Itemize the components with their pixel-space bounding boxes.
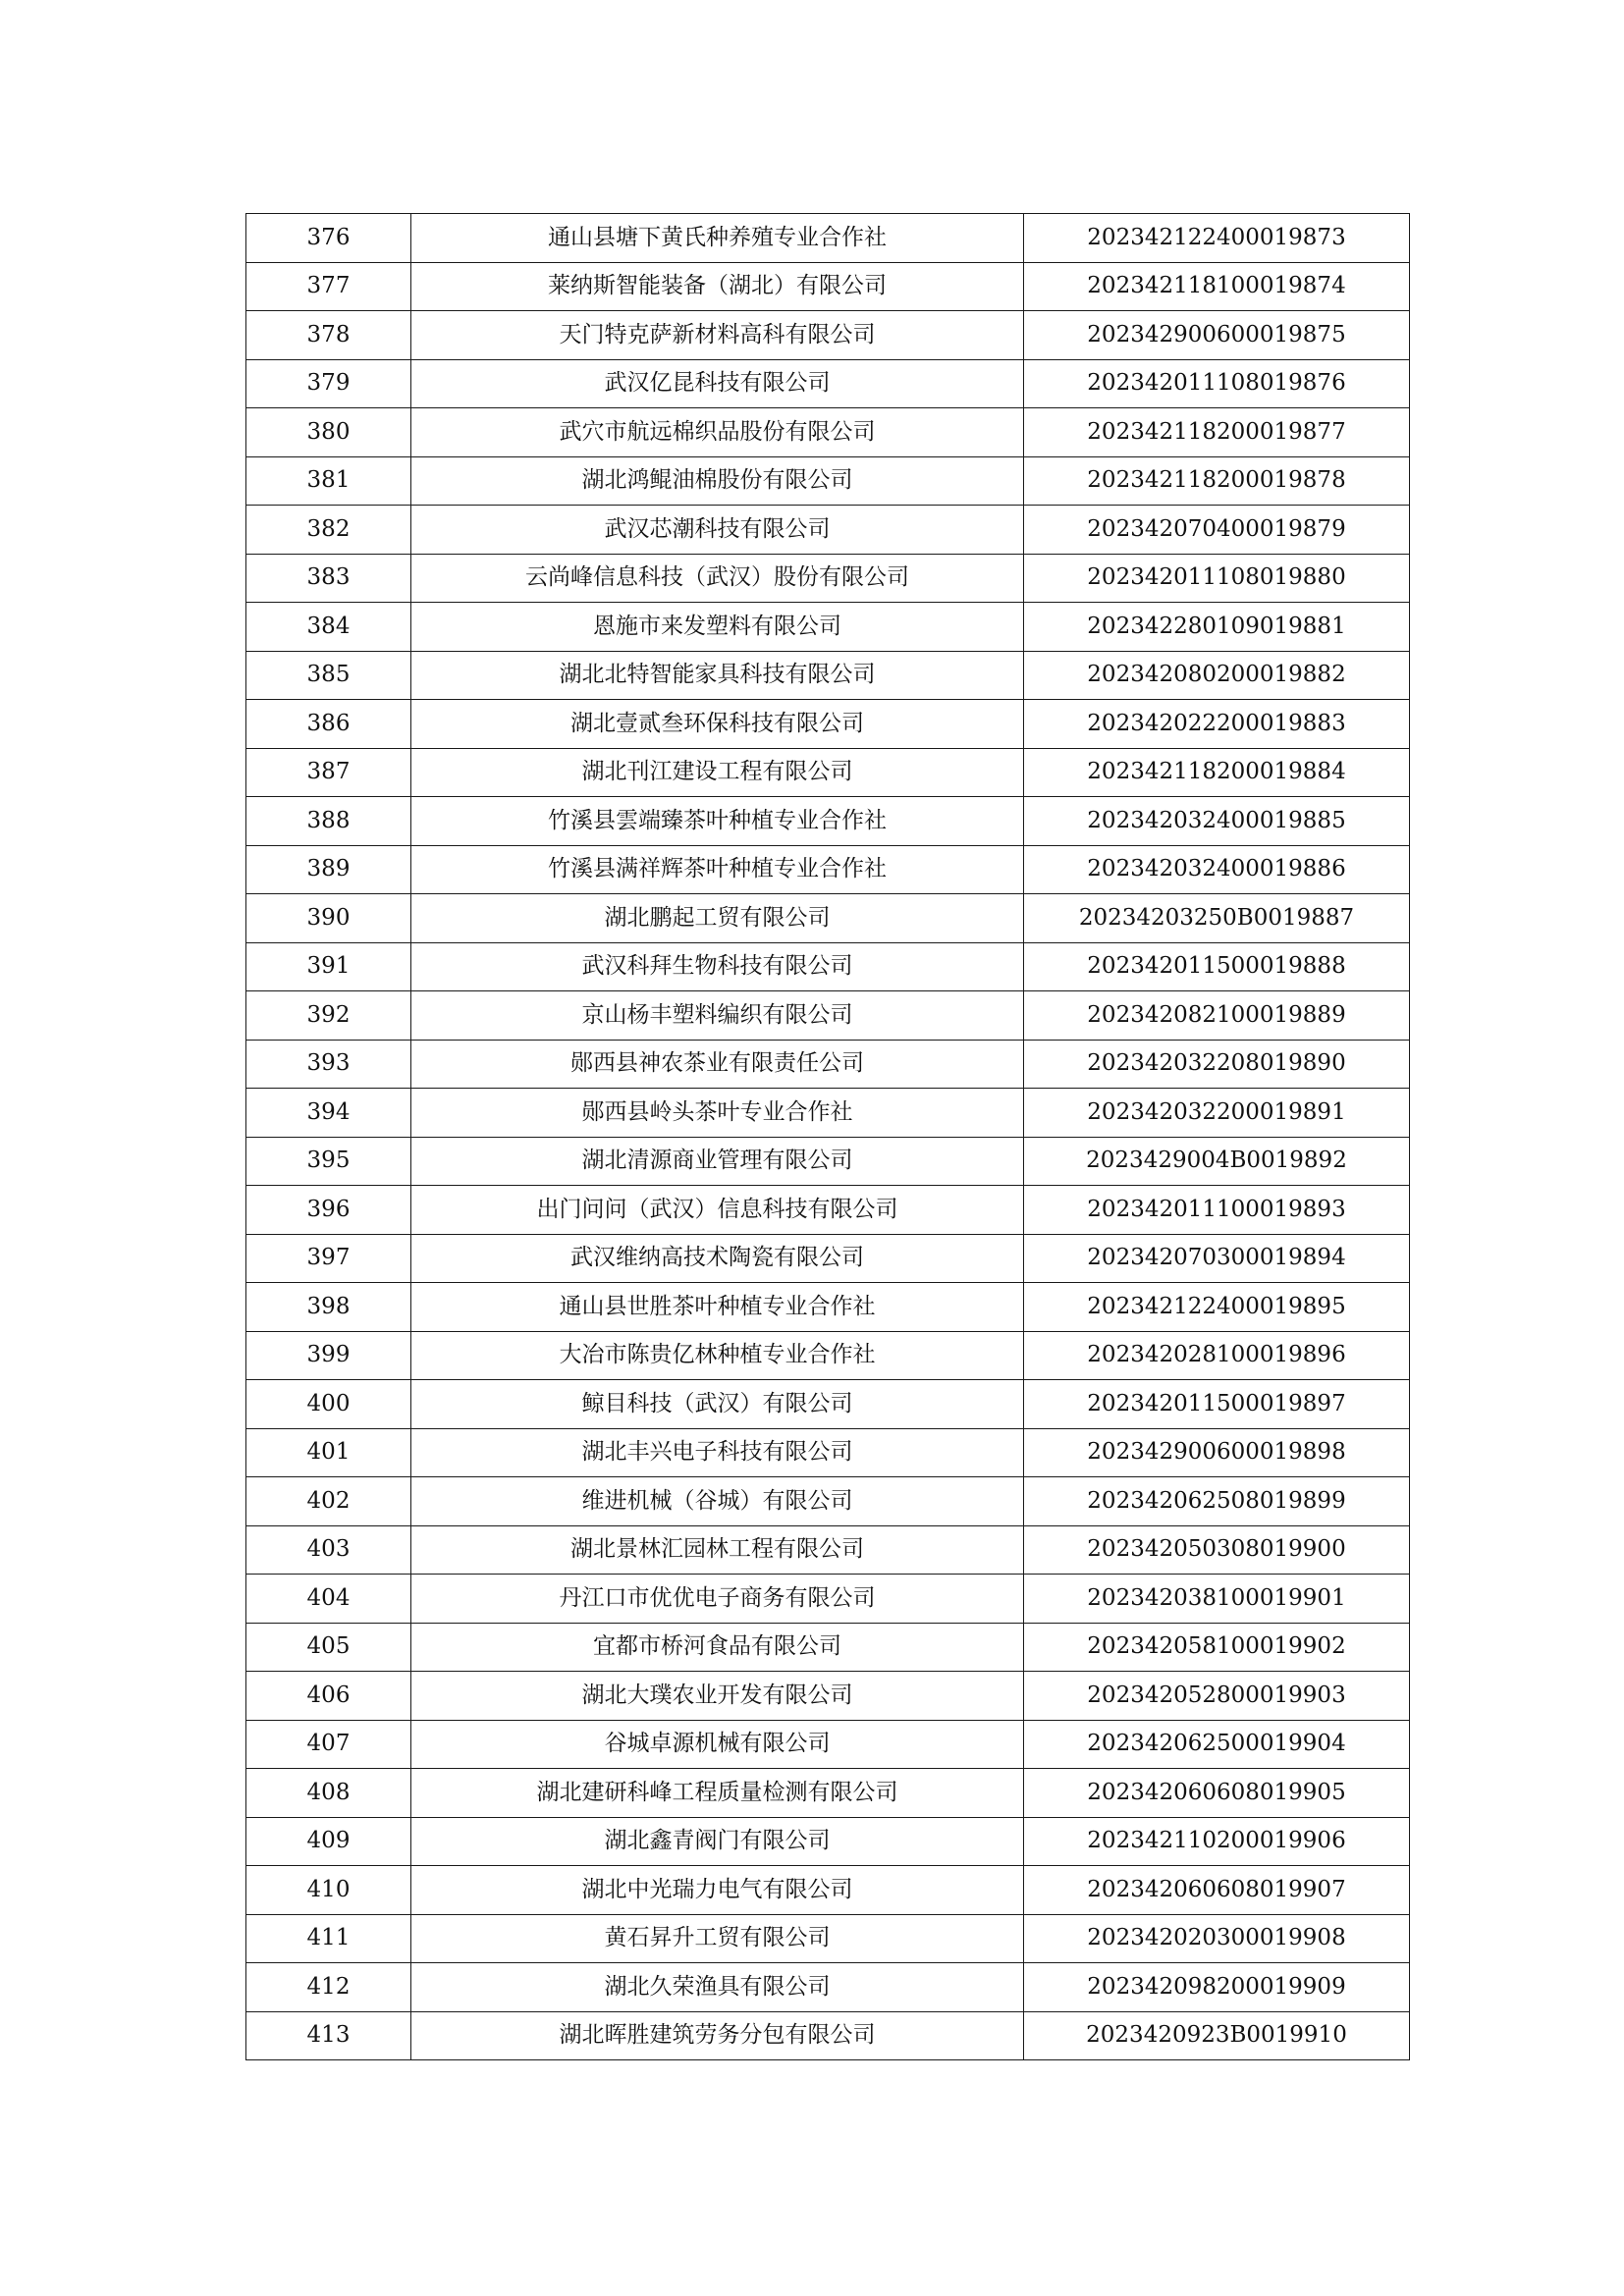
table-row bbox=[246, 506, 1410, 555]
registration-code-cell: 202342070300019894 bbox=[1024, 1234, 1410, 1283]
table-row bbox=[246, 651, 1410, 700]
table-row bbox=[246, 942, 1410, 991]
row-number-cell: 392 bbox=[246, 991, 411, 1041]
company-name-cell: 湖北丰兴电子科技有限公司 bbox=[411, 1428, 1024, 1477]
table-row bbox=[246, 1234, 1410, 1283]
row-number-cell: 413 bbox=[246, 2011, 411, 2060]
table-row bbox=[246, 700, 1410, 749]
table-row bbox=[246, 456, 1410, 506]
company-name-cell: 武汉亿昆科技有限公司 bbox=[411, 359, 1024, 408]
row-number-cell: 390 bbox=[246, 894, 411, 943]
registration-code-cell: 202342082100019889 bbox=[1024, 991, 1410, 1041]
registration-code-cell: 202342038100019901 bbox=[1024, 1575, 1410, 1624]
registration-code-cell: 202342122400019895 bbox=[1024, 1283, 1410, 1332]
table-row bbox=[246, 1089, 1410, 1138]
row-number-cell: 379 bbox=[246, 359, 411, 408]
registration-code-cell: 20234203250B0019887 bbox=[1024, 894, 1410, 943]
company-name-cell: 湖北壹贰叁环保科技有限公司 bbox=[411, 700, 1024, 749]
company-name-cell: 湖北景林汇园林工程有限公司 bbox=[411, 1525, 1024, 1575]
row-number-cell: 409 bbox=[246, 1817, 411, 1866]
table-row bbox=[246, 1331, 1410, 1380]
company-name-cell: 通山县塘下黄氏种养殖专业合作社 bbox=[411, 214, 1024, 263]
company-name-cell: 湖北清源商业管理有限公司 bbox=[411, 1137, 1024, 1186]
row-number-cell: 382 bbox=[246, 506, 411, 555]
registration-code-cell: 202342028100019896 bbox=[1024, 1331, 1410, 1380]
company-name-cell: 郧西县岭头茶叶专业合作社 bbox=[411, 1089, 1024, 1138]
registration-code-cell: 2023420923B0019910 bbox=[1024, 2011, 1410, 2060]
row-number-cell: 408 bbox=[246, 1769, 411, 1818]
company-name-cell: 出门问问（武汉）信息科技有限公司 bbox=[411, 1186, 1024, 1235]
row-number-cell: 378 bbox=[246, 311, 411, 360]
table-row bbox=[246, 554, 1410, 603]
row-number-cell: 397 bbox=[246, 1234, 411, 1283]
table-row bbox=[246, 1283, 1410, 1332]
table-row bbox=[246, 748, 1410, 797]
registration-code-cell: 202342032208019890 bbox=[1024, 1040, 1410, 1089]
registration-code-cell: 202342022200019883 bbox=[1024, 700, 1410, 749]
table-row bbox=[246, 1575, 1410, 1624]
company-name-cell: 湖北中光瑞力电气有限公司 bbox=[411, 1866, 1024, 1915]
row-number-cell: 405 bbox=[246, 1623, 411, 1672]
row-number-cell: 376 bbox=[246, 214, 411, 263]
table-row bbox=[246, 797, 1410, 846]
company-name-cell: 湖北鸿鲲油棉股份有限公司 bbox=[411, 456, 1024, 506]
table-row bbox=[246, 1137, 1410, 1186]
registration-code-cell: 202342011108019876 bbox=[1024, 359, 1410, 408]
table-row bbox=[246, 1186, 1410, 1235]
registration-code-cell: 202342011100019893 bbox=[1024, 1186, 1410, 1235]
table-row bbox=[246, 408, 1410, 457]
company-name-cell: 武穴市航远棉织品股份有限公司 bbox=[411, 408, 1024, 457]
company-name-cell: 竹溪县满祥辉茶叶种植专业合作社 bbox=[411, 845, 1024, 894]
registration-code-cell: 202342900600019898 bbox=[1024, 1428, 1410, 1477]
table-row bbox=[246, 359, 1410, 408]
table-row bbox=[246, 311, 1410, 360]
registration-code-cell: 202342118200019877 bbox=[1024, 408, 1410, 457]
row-number-cell: 391 bbox=[246, 942, 411, 991]
company-name-cell: 湖北晖胜建筑劳务分包有限公司 bbox=[411, 2011, 1024, 2060]
company-name-cell: 通山县世胜茶叶种植专业合作社 bbox=[411, 1283, 1024, 1332]
company-name-cell: 丹江口市优优电子商务有限公司 bbox=[411, 1575, 1024, 1624]
company-name-cell: 湖北大璞农业开发有限公司 bbox=[411, 1672, 1024, 1721]
company-name-cell: 谷城卓源机械有限公司 bbox=[411, 1720, 1024, 1769]
registration-code-cell: 202342122400019873 bbox=[1024, 214, 1410, 263]
company-name-cell: 湖北建研科峰工程质量检测有限公司 bbox=[411, 1769, 1024, 1818]
row-number-cell: 389 bbox=[246, 845, 411, 894]
company-name-cell: 武汉维纳高技术陶瓷有限公司 bbox=[411, 1234, 1024, 1283]
table-row bbox=[246, 991, 1410, 1041]
row-number-cell: 395 bbox=[246, 1137, 411, 1186]
company-name-cell: 武汉科拜生物科技有限公司 bbox=[411, 942, 1024, 991]
registration-code-cell: 202342032400019886 bbox=[1024, 845, 1410, 894]
company-list-table bbox=[245, 213, 1410, 2060]
registration-code-cell: 202342098200019909 bbox=[1024, 1963, 1410, 2012]
table-row bbox=[246, 1525, 1410, 1575]
row-number-cell: 380 bbox=[246, 408, 411, 457]
table-row bbox=[246, 1623, 1410, 1672]
row-number-cell: 393 bbox=[246, 1040, 411, 1089]
registration-code-cell: 202342032200019891 bbox=[1024, 1089, 1410, 1138]
table-row bbox=[246, 2011, 1410, 2060]
table-row bbox=[246, 845, 1410, 894]
table-row bbox=[246, 1817, 1410, 1866]
row-number-cell: 406 bbox=[246, 1672, 411, 1721]
registration-code-cell: 202342052800019903 bbox=[1024, 1672, 1410, 1721]
table-row bbox=[246, 1914, 1410, 1963]
table-row bbox=[246, 1963, 1410, 2012]
registration-code-cell: 202342110200019906 bbox=[1024, 1817, 1410, 1866]
registration-code-cell: 202342070400019879 bbox=[1024, 506, 1410, 555]
table-row bbox=[246, 1720, 1410, 1769]
row-number-cell: 403 bbox=[246, 1525, 411, 1575]
registration-code-cell: 202342032400019885 bbox=[1024, 797, 1410, 846]
company-name-cell: 云尚峰信息科技（武汉）股份有限公司 bbox=[411, 554, 1024, 603]
row-number-cell: 412 bbox=[246, 1963, 411, 2012]
company-name-cell: 京山杨丰塑料编织有限公司 bbox=[411, 991, 1024, 1041]
registration-code-cell: 202342020300019908 bbox=[1024, 1914, 1410, 1963]
row-number-cell: 398 bbox=[246, 1283, 411, 1332]
row-number-cell: 410 bbox=[246, 1866, 411, 1915]
row-number-cell: 377 bbox=[246, 262, 411, 311]
table-row bbox=[246, 1672, 1410, 1721]
company-name-cell: 鲸目科技（武汉）有限公司 bbox=[411, 1380, 1024, 1429]
company-name-cell: 宜都市桥河食品有限公司 bbox=[411, 1623, 1024, 1672]
registration-code-cell: 202342058100019902 bbox=[1024, 1623, 1410, 1672]
registration-code-cell: 202342118200019884 bbox=[1024, 748, 1410, 797]
registration-code-cell: 202342011500019888 bbox=[1024, 942, 1410, 991]
table-row bbox=[246, 1380, 1410, 1429]
row-number-cell: 383 bbox=[246, 554, 411, 603]
registration-code-cell: 202342011500019897 bbox=[1024, 1380, 1410, 1429]
row-number-cell: 387 bbox=[246, 748, 411, 797]
registration-code-cell: 202342080200019882 bbox=[1024, 651, 1410, 700]
row-number-cell: 385 bbox=[246, 651, 411, 700]
registration-code-cell: 2023429004B0019892 bbox=[1024, 1137, 1410, 1186]
company-name-cell: 竹溪县雲端臻茶叶种植专业合作社 bbox=[411, 797, 1024, 846]
company-name-cell: 大冶市陈贵亿林种植专业合作社 bbox=[411, 1331, 1024, 1380]
table-row bbox=[246, 1769, 1410, 1818]
row-number-cell: 384 bbox=[246, 603, 411, 652]
company-name-cell: 武汉芯潮科技有限公司 bbox=[411, 506, 1024, 555]
registration-code-cell: 202342060608019907 bbox=[1024, 1866, 1410, 1915]
table-row bbox=[246, 894, 1410, 943]
registration-code-cell: 202342050308019900 bbox=[1024, 1525, 1410, 1575]
row-number-cell: 399 bbox=[246, 1331, 411, 1380]
company-name-cell: 郧西县神农茶业有限责任公司 bbox=[411, 1040, 1024, 1089]
row-number-cell: 388 bbox=[246, 797, 411, 846]
registration-code-cell: 202342062508019899 bbox=[1024, 1477, 1410, 1526]
row-number-cell: 400 bbox=[246, 1380, 411, 1429]
registration-code-cell: 202342062500019904 bbox=[1024, 1720, 1410, 1769]
row-number-cell: 407 bbox=[246, 1720, 411, 1769]
row-number-cell: 402 bbox=[246, 1477, 411, 1526]
registration-code-cell: 202342900600019875 bbox=[1024, 311, 1410, 360]
company-name-cell: 湖北北特智能家具科技有限公司 bbox=[411, 651, 1024, 700]
row-number-cell: 411 bbox=[246, 1914, 411, 1963]
company-name-cell: 恩施市来发塑料有限公司 bbox=[411, 603, 1024, 652]
registration-code-cell: 202342118100019874 bbox=[1024, 262, 1410, 311]
table-row bbox=[246, 262, 1410, 311]
company-name-cell: 湖北鑫青阀门有限公司 bbox=[411, 1817, 1024, 1866]
registration-code-cell: 202342118200019878 bbox=[1024, 456, 1410, 506]
row-number-cell: 386 bbox=[246, 700, 411, 749]
table-row bbox=[246, 214, 1410, 263]
company-name-cell: 维进机械（谷城）有限公司 bbox=[411, 1477, 1024, 1526]
table-row bbox=[246, 1040, 1410, 1089]
company-name-cell: 湖北久荣渔具有限公司 bbox=[411, 1963, 1024, 2012]
registration-code-cell: 202342280109019881 bbox=[1024, 603, 1410, 652]
table-row bbox=[246, 1866, 1410, 1915]
row-number-cell: 401 bbox=[246, 1428, 411, 1477]
company-name-cell: 天门特克萨新材料高科有限公司 bbox=[411, 311, 1024, 360]
company-name-cell: 黄石昇升工贸有限公司 bbox=[411, 1914, 1024, 1963]
table-row bbox=[246, 1477, 1410, 1526]
company-name-cell: 湖北刊江建设工程有限公司 bbox=[411, 748, 1024, 797]
registration-code-cell: 202342011108019880 bbox=[1024, 554, 1410, 603]
row-number-cell: 394 bbox=[246, 1089, 411, 1138]
table-row bbox=[246, 603, 1410, 652]
table-row bbox=[246, 1428, 1410, 1477]
company-name-cell: 湖北鹏起工贸有限公司 bbox=[411, 894, 1024, 943]
row-number-cell: 381 bbox=[246, 456, 411, 506]
company-list-body bbox=[246, 214, 1410, 2060]
company-name-cell: 莱纳斯智能装备（湖北）有限公司 bbox=[411, 262, 1024, 311]
registration-code-cell: 202342060608019905 bbox=[1024, 1769, 1410, 1818]
row-number-cell: 404 bbox=[246, 1575, 411, 1624]
row-number-cell: 396 bbox=[246, 1186, 411, 1235]
